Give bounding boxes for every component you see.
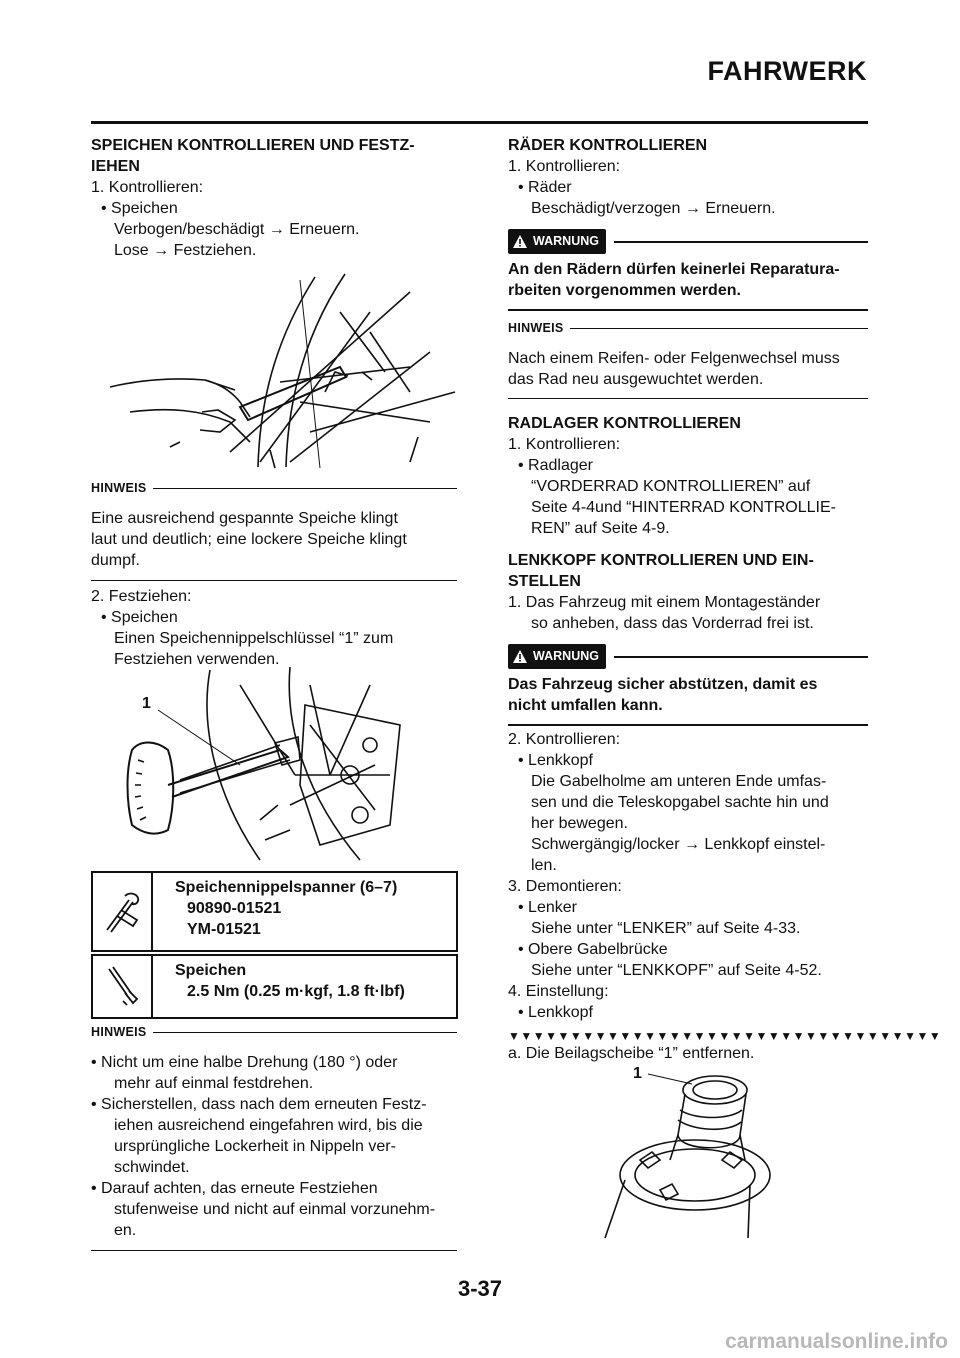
hinweis-text: laut und deutlich; eine lockere Speiche klingt <box>91 531 407 548</box>
step-text: her bewegen. <box>531 815 628 832</box>
tool-icon <box>93 873 153 950</box>
hinweis-text: dumpf. <box>91 552 140 569</box>
rule <box>153 488 457 489</box>
hinweis-item: • Nicht um eine halbe Drehung (180 °) oder <box>91 1054 398 1071</box>
step-text: len. <box>531 857 557 874</box>
step-text: REN” auf Seite 4-9. <box>531 520 670 537</box>
left-hinweis-2 <box>91 1022 457 1251</box>
step-text: so anheben, dass das Vorderrad frei ist. <box>531 615 814 632</box>
step-text: Seite 4-4und “HINTERRAD KONTROLLIE- <box>531 499 836 516</box>
warning-label: WARNUNG <box>533 649 599 663</box>
substep-start-marker: ▼▼▼▼▼▼▼▼▼▼▼▼▼▼▼▼▼▼▼▼▼▼▼▼▼▼▼▼▼▼▼▼▼▼▼ <box>508 1029 942 1043</box>
rule <box>153 1032 457 1033</box>
spoke-wrench-figure <box>120 665 420 865</box>
hinweis-text: das Rad neu ausgewuchtet werden. <box>508 371 764 388</box>
step-text: Siehe unter “LENKKOPF” auf Seite 4-52. <box>531 962 822 979</box>
warning-triangle-icon <box>513 235 527 248</box>
warning-header <box>508 229 868 254</box>
step-text: Einen Speichennippelschlüssel “1” zum <box>114 630 394 647</box>
step-2: 2. Kontrollieren: <box>508 731 621 748</box>
bullet: • Radlager <box>518 457 593 474</box>
torque-name: Speichen <box>175 962 247 979</box>
hinweis-item: schwindet. <box>114 1159 190 1176</box>
section-heading-steering: LENKKOPF KONTROLLIEREN UND EIN- <box>508 552 814 569</box>
spoke-check-figure <box>110 272 455 470</box>
bullet: • Lenkkopf <box>518 1004 593 1021</box>
hinweis-label: HINWEIS <box>508 321 564 335</box>
bullet: • Räder <box>518 179 572 196</box>
right-column <box>508 135 942 1064</box>
warning-label: WARNUNG <box>533 234 599 248</box>
step-text: Die Gabelholme am unteren Ende umfas- <box>531 773 827 790</box>
warning-text: nicht umfallen kann. <box>508 697 663 714</box>
hinweis-item: mehr auf einmal festdrehen. <box>114 1075 314 1092</box>
hinweis-item: stufenweise und nicht auf einmal vorzunehm- <box>114 1201 436 1218</box>
hinweis-header <box>508 318 868 339</box>
hinweis-item: iehen ausreichend eingefahren wird, bis die <box>114 1117 423 1134</box>
watermark: carmanualsonline.info <box>725 1330 948 1353</box>
warning-text: Das Fahrzeug sicher abstützen, damit es <box>508 676 818 693</box>
tool-code: YM-01521 <box>187 921 261 938</box>
hinweis-header <box>91 1022 457 1043</box>
page-number: 3-37 <box>457 1276 503 1301</box>
step-text: Verbogen/beschädigt → Erneuern. <box>114 221 360 238</box>
step-text: Siehe unter “LENKER” auf Seite 4-33. <box>531 920 801 937</box>
torque-value: 2.5 Nm (0.25 m·kgf, 1.8 ft·lbf) <box>187 983 405 1000</box>
step-1: 1. Kontrollieren: <box>508 158 621 175</box>
hinweis-item: ursprüngliche Lockerheit in Nippeln ver- <box>114 1138 396 1155</box>
step-text: Beschädigt/verzogen → Erneuern. <box>531 200 776 217</box>
section-heading-steering-cont: STELLEN <box>508 573 581 590</box>
step-text: Lose → Festziehen. <box>114 242 257 259</box>
warning-badge <box>508 229 606 254</box>
tool-name: Speichennippelspanner (6–7) <box>175 879 398 896</box>
rule <box>614 656 868 658</box>
step-2: 2. Festziehen: <box>91 588 192 605</box>
rule <box>614 241 868 243</box>
hinweis-item: • Darauf achten, das erneute Festziehen <box>91 1180 378 1197</box>
tool-code: 90890-01521 <box>187 900 282 917</box>
hinweis-text: Eine ausreichend gespannte Speiche klingt <box>91 510 398 527</box>
step-text: “VORDERRAD KONTROLLIEREN” auf <box>531 478 811 495</box>
hinweis-header <box>91 478 457 499</box>
bullet: • Speichen <box>101 200 178 217</box>
section-heading-spokes: SPEICHEN KONTROLLIEREN UND FESTZ- <box>91 137 415 154</box>
warning-triangle-icon <box>513 650 527 663</box>
hinweis-label: HINWEIS <box>91 1025 147 1039</box>
hinweis-end-rule <box>91 1250 457 1251</box>
step-3: 3. Demontieren: <box>508 878 622 895</box>
figure-callout: 1 <box>633 1065 642 1082</box>
step-text: Festziehen verwenden. <box>114 651 280 668</box>
bullet: • Obere Gabelbrücke <box>518 941 668 958</box>
bullet: • Lenkkopf <box>518 752 593 769</box>
warning-text: An den Rädern dürfen keinerlei Reparatura- <box>508 261 840 278</box>
left-hinweis-1 <box>91 478 457 670</box>
hinweis-item: • Sicherstellen, dass nach dem erneuten Festz- <box>91 1096 427 1113</box>
substep-a: a. Die Beilagscheibe “1” entfernen. <box>508 1045 755 1062</box>
rule <box>570 328 868 329</box>
step-text: sen und die Teleskopgabel sachte hin und <box>531 794 829 811</box>
warning-header <box>508 644 868 669</box>
page-title: FAHRWERK <box>707 56 867 86</box>
step-4: 4. Einstellung: <box>508 983 609 1000</box>
bullet: • Lenker <box>518 899 577 916</box>
left-column <box>91 135 457 261</box>
hinweis-item: en. <box>114 1222 137 1239</box>
warning-badge <box>508 644 606 669</box>
header-rule <box>91 121 868 124</box>
step-1: 1. Kontrollieren: <box>508 436 621 453</box>
torque-wrench-icon <box>93 956 153 1017</box>
step-1: 1. Kontrollieren: <box>91 179 204 196</box>
bullet: • Speichen <box>101 609 178 626</box>
hinweis-text: Nach einem Reifen- oder Felgenwechsel muss <box>508 350 840 367</box>
step-1: 1. Das Fahrzeug mit einem Montageständer <box>508 594 821 611</box>
tool-spec-box <box>91 871 458 952</box>
torque-spec-box <box>91 954 458 1019</box>
hinweis-label: HINWEIS <box>91 481 147 495</box>
section-heading-wheels: RÄDER KONTROLLIEREN <box>508 137 708 154</box>
warning-text: rbeiten vorgenommen werden. <box>508 282 741 299</box>
step-text: Schwergängig/locker → Lenkkopf einstel- <box>531 836 826 853</box>
washer-figure <box>600 1060 760 1240</box>
section-heading-spokes-cont: IEHEN <box>91 158 140 175</box>
figure-callout: 1 <box>142 695 151 712</box>
section-heading-bearing: RADLAGER KONTROLLIEREN <box>508 415 741 432</box>
